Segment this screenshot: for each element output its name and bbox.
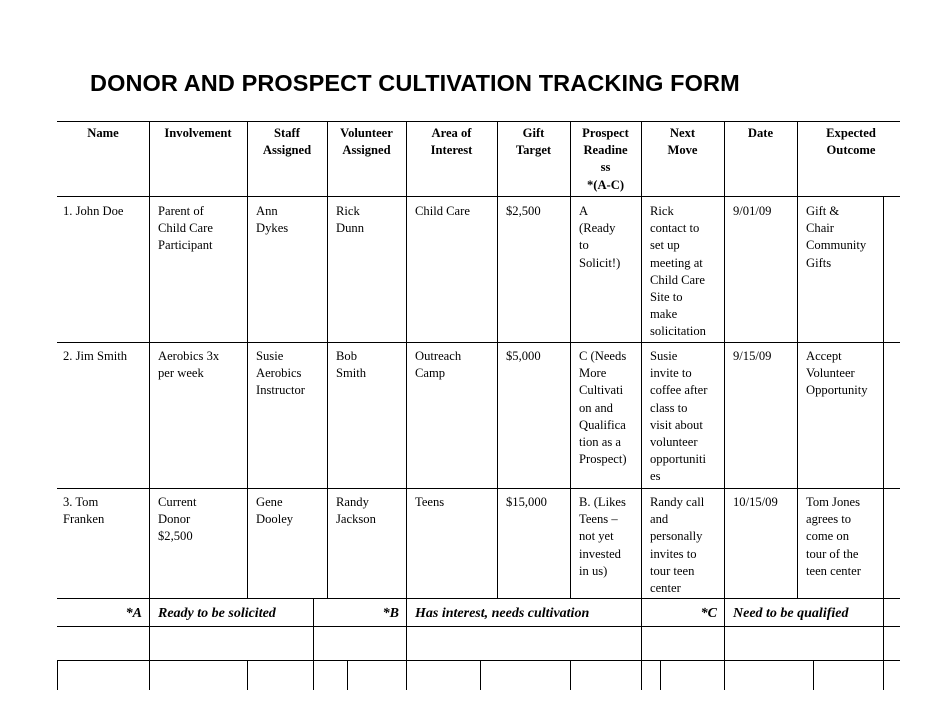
column-header-involvement: Involvement [164, 126, 232, 140]
cell-volunteer: Randy Jackson [336, 495, 376, 527]
legend-key-c: *C [700, 606, 717, 621]
cell-readiness: B. (Likes Teens – not yet invested in us) [579, 495, 626, 578]
cell-name: 1. John Doe [63, 204, 124, 218]
column-header-readiness: Prospect Readine ss *(A-C) [582, 126, 629, 192]
cell-staff: Gene Dooley [256, 495, 294, 527]
column-header-date: Date [747, 126, 774, 140]
cell-involvement: Current Donor $2,500 [158, 495, 197, 544]
cell-next-move: Susie invite to coffee after class to visit about volunteer opportuniti es [650, 349, 708, 484]
form-title: DONOR AND PROSPECT CULTIVATION TRACKING FORM [90, 70, 740, 96]
cell-next-move: Randy call and personally invites to tour teen center [650, 495, 705, 596]
column-header-name: Name [87, 126, 119, 140]
cell-readiness: C (Needs More Cultivati on and Qualifica tion as a Prospect) [579, 349, 627, 467]
cell-gift: $15,000 [506, 495, 547, 509]
legend-text-b: Has interest, needs cultivation [415, 606, 590, 621]
cell-interest: Child Care [415, 204, 470, 218]
column-header-gift: Gift Target [515, 126, 552, 158]
cell-gift: $2,500 [506, 204, 541, 218]
cell-name: 3. Tom Franken [63, 495, 105, 527]
legend-key-b: *B [382, 606, 399, 621]
column-header-next-move: Next Move [667, 126, 698, 158]
cell-volunteer: Bob Smith [336, 349, 367, 381]
cell-date: 9/15/09 [733, 349, 772, 363]
cell-staff: Ann Dykes [256, 204, 289, 236]
cell-gift: $5,000 [506, 349, 541, 363]
column-header-volunteer: Volunteer Assigned [340, 126, 393, 158]
cell-next-move: Rick contact to set up meeting at Child Care Site to make solicitation [650, 204, 706, 339]
legend-text-c: Need to be qualified [733, 606, 849, 621]
cell-name: 2. Jim Smith [63, 349, 128, 363]
cell-outcome: Accept Volunteer Opportunity [806, 349, 868, 398]
column-header-staff: Staff Assigned [262, 126, 312, 158]
cell-involvement: Aerobics 3x per week [158, 349, 220, 381]
cell-outcome: Tom Jones agrees to come on tour of the teen center [806, 495, 861, 578]
cell-outcome: Gift & Chair Community Gifts [806, 204, 867, 270]
legend-text-a: Ready to be solicited [158, 606, 276, 621]
cell-date: 9/01/09 [733, 204, 772, 218]
cell-staff: Susie Aerobics Instructor [256, 349, 305, 398]
cell-involvement: Parent of Child Care Participant [158, 204, 213, 253]
column-header-outcome: Expected Outcome [826, 126, 876, 158]
cell-readiness: A (Ready to Solicit!) [579, 204, 621, 270]
column-header-interest: Area of Interest [430, 126, 473, 158]
legend-key-a: *A [125, 606, 142, 621]
cell-volunteer: Rick Dunn [336, 204, 364, 236]
cell-interest: Outreach Camp [415, 349, 462, 381]
cell-interest: Teens [415, 495, 445, 509]
cell-date: 10/15/09 [733, 495, 778, 509]
